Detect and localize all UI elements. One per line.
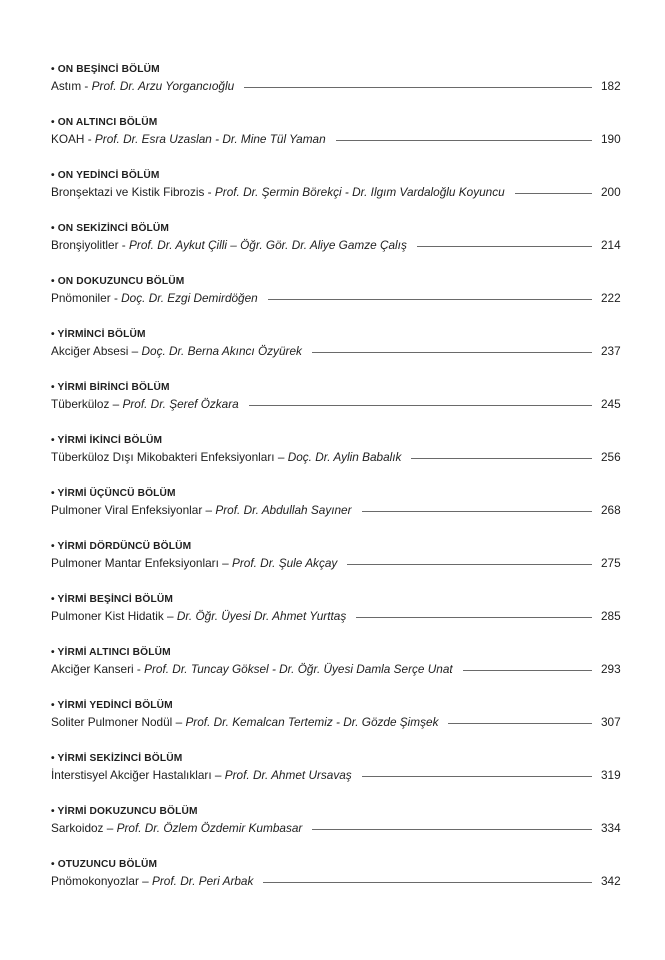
leader-line	[244, 87, 592, 88]
chapter-label: • YİRMİ DOKUZUNCU BÖLÜM	[51, 806, 198, 817]
chapter-title: Pulmoner Viral Enfeksiyonlar	[51, 503, 203, 517]
toc-entry[interactable]	[51, 646, 623, 699]
chapter-title: Pulmoner Mantar Enfeksiyonları	[51, 556, 219, 570]
page-number: 275	[601, 556, 621, 570]
leader-line	[411, 458, 592, 459]
chapter-title-line	[51, 821, 302, 836]
leader-line	[362, 776, 592, 777]
leader-line	[249, 405, 592, 406]
toc-line	[51, 821, 623, 836]
chapter-label: • YİRMİ BİRİNCİ BÖLÜM	[51, 382, 170, 393]
leader-line	[336, 140, 592, 141]
title-separator: -	[84, 132, 95, 146]
toc-line	[51, 238, 623, 253]
title-separator: –	[128, 344, 142, 358]
toc-line	[51, 185, 623, 200]
title-separator: –	[211, 768, 225, 782]
toc-line	[51, 768, 623, 783]
title-separator: –	[138, 874, 152, 888]
page-number: 245	[601, 397, 621, 411]
chapter-title-line	[51, 291, 258, 306]
toc-line	[51, 397, 623, 412]
chapter-author: Doç. Dr. Aylin Babalık	[287, 450, 402, 464]
chapter-author: Prof. Dr. Aykut Çilli – Öğr. Gör. Dr. Aliye Gamze Çalış	[129, 238, 407, 252]
chapter-label: • OTUZUNCU BÖLÜM	[51, 859, 158, 870]
toc-entry[interactable]	[51, 487, 623, 540]
title-separator: –	[202, 503, 216, 517]
toc-entry[interactable]	[51, 752, 623, 805]
chapter-title-line	[51, 503, 352, 518]
chapter-label: • YİRMİ ÜÇÜNCÜ BÖLÜM	[51, 488, 176, 499]
chapter-title-line	[51, 768, 352, 783]
chapter-title-line	[51, 79, 234, 94]
chapter-author: Prof. Dr. Peri Arbak	[152, 874, 254, 888]
chapter-title-line	[51, 185, 505, 200]
toc-entry[interactable]	[51, 275, 623, 328]
toc-line	[51, 79, 623, 94]
page-number: 237	[601, 344, 621, 358]
toc-line	[51, 503, 623, 518]
chapter-label: • YİRMİ İKİNCİ BÖLÜM	[51, 435, 163, 446]
title-separator: –	[103, 821, 117, 835]
page-number: 200	[601, 185, 621, 199]
leader-line	[515, 193, 592, 194]
chapter-title: Astım	[51, 79, 82, 93]
leader-line	[356, 617, 592, 618]
title-separator: -	[110, 291, 122, 305]
toc-line	[51, 874, 623, 889]
chapter-title: Bronşiyolitler	[51, 238, 119, 252]
chapter-title: Bronşektazi ve Kistik Fibrozis	[51, 185, 205, 199]
toc-line	[51, 450, 623, 465]
chapter-label: • YİRMİ YEDİNCİ BÖLÜM	[51, 700, 173, 711]
chapter-author: Prof. Dr. Abdullah Sayıner	[215, 503, 352, 517]
chapter-author: Prof. Dr. Ahmet Ursavaş	[224, 768, 352, 782]
toc-line	[51, 344, 623, 359]
chapter-label: • ON DOKUZUNCU BÖLÜM	[51, 276, 185, 287]
leader-line	[312, 829, 592, 830]
toc-line	[51, 715, 623, 730]
chapter-title-line	[51, 397, 239, 412]
chapter-author: Prof. Dr. Şule Akçay	[231, 556, 338, 570]
toc-entry[interactable]	[51, 805, 623, 858]
toc-entry[interactable]	[51, 593, 623, 646]
title-separator: -	[118, 238, 130, 252]
toc-entry[interactable]	[51, 328, 623, 381]
chapter-title: Tüberküloz Dışı Mikobakteri Enfeksiyonları	[51, 450, 275, 464]
chapter-title-line	[51, 132, 326, 147]
chapter-title: KOAH	[51, 132, 85, 146]
chapter-author: Doç. Dr. Berna Akıncı Özyürek	[141, 344, 302, 358]
leader-line	[347, 564, 592, 565]
chapter-author: Prof. Dr. Tuncay Göksel - Dr. Öğr. Üyesi Damla Serçe Unat	[144, 662, 453, 676]
toc-entry[interactable]	[51, 169, 623, 222]
page-number: 334	[601, 821, 621, 835]
chapter-label: • YİRMİNCİ BÖLÜM	[51, 329, 146, 340]
toc-line	[51, 291, 623, 306]
page-number: 285	[601, 609, 621, 623]
toc-line	[51, 132, 623, 147]
chapter-title-line	[51, 344, 302, 359]
page-number: 182	[601, 79, 621, 93]
chapter-title: Pnömokonyozlar	[51, 874, 139, 888]
chapter-label: • ON YEDİNCİ BÖLÜM	[51, 170, 160, 181]
chapter-title-line	[51, 238, 407, 253]
chapter-title-line	[51, 450, 401, 465]
title-separator: -	[81, 79, 92, 93]
toc-entry[interactable]	[51, 858, 623, 911]
chapter-author: Dr. Öğr. Üyesi Dr. Ahmet Yurttaş	[176, 609, 347, 623]
leader-line	[312, 352, 592, 353]
chapter-title-line	[51, 715, 438, 730]
leader-line	[263, 882, 592, 883]
chapter-title-line	[51, 556, 337, 571]
chapter-label: • ON SEKİZİNCİ BÖLÜM	[51, 223, 170, 234]
chapter-title-line	[51, 874, 253, 889]
chapter-title: Pulmoner Kist Hidatik	[51, 609, 164, 623]
page-number: 214	[601, 238, 621, 252]
title-separator: –	[274, 450, 288, 464]
chapter-title: Akciğer Absesi	[51, 344, 129, 358]
chapter-title: Sarkoidoz	[51, 821, 104, 835]
leader-line	[417, 246, 592, 247]
page-number: 342	[601, 874, 621, 888]
toc-line	[51, 556, 623, 571]
page-number: 268	[601, 503, 621, 517]
chapter-label: • YİRMİ DÖRDÜNCÜ BÖLÜM	[51, 541, 192, 552]
toc-entry[interactable]	[51, 63, 623, 116]
title-separator: –	[109, 397, 123, 411]
chapter-author: Prof. Dr. Kemalcan Tertemiz - Dr. Gözde Şimşek	[185, 715, 439, 729]
chapter-label: • ON BEŞİNCİ BÖLÜM	[51, 64, 160, 75]
chapter-label: • YİRMİ ALTINCI BÖLÜM	[51, 647, 171, 658]
page-number: 190	[601, 132, 621, 146]
page-number: 319	[601, 768, 621, 782]
title-separator: -	[204, 185, 215, 199]
toc-line	[51, 662, 623, 677]
leader-line	[463, 670, 592, 671]
title-separator: –	[172, 715, 186, 729]
chapter-title-line	[51, 662, 453, 677]
leader-line	[448, 723, 592, 724]
title-separator: –	[218, 556, 232, 570]
chapter-label: • YİRMİ BEŞİNCİ BÖLÜM	[51, 594, 173, 605]
chapter-title: İnterstisyel Akciğer Hastalıkları	[51, 768, 212, 782]
chapter-author: Prof. Dr. Şermin Börekçi - Dr. Ilgım Vardaloğlu Koyuncu	[214, 185, 505, 199]
chapter-author: Doç. Dr. Ezgi Demirdöğen	[121, 291, 258, 305]
chapter-title: Soliter Pulmoner Nodül	[51, 715, 173, 729]
chapter-label: • YİRMİ SEKİZİNCİ BÖLÜM	[51, 753, 183, 764]
page-number: 256	[601, 450, 621, 464]
toc-entry[interactable]	[51, 222, 623, 275]
chapter-author: Prof. Dr. Şeref Özkara	[122, 397, 239, 411]
chapter-title: Pnömoniler	[51, 291, 111, 305]
toc-line	[51, 609, 623, 624]
page-number: 293	[601, 662, 621, 676]
toc-entry[interactable]	[51, 434, 623, 487]
chapter-title: Akciğer Kanseri	[51, 662, 134, 676]
toc-entry[interactable]	[51, 381, 623, 434]
title-separator: –	[163, 609, 177, 623]
page-number: 222	[601, 291, 621, 305]
chapter-title-line	[51, 609, 346, 624]
toc-entry[interactable]	[51, 116, 623, 169]
table-of-contents	[51, 63, 623, 911]
leader-line	[268, 299, 592, 300]
leader-line	[362, 511, 592, 512]
toc-entry[interactable]	[51, 699, 623, 752]
chapter-title: Tüberküloz	[51, 397, 110, 411]
toc-entry[interactable]	[51, 540, 623, 593]
page-number: 307	[601, 715, 621, 729]
chapter-author: Prof. Dr. Özlem Özdemir Kumbasar	[116, 821, 303, 835]
chapter-author: Prof. Dr. Arzu Yorgancıoğlu	[91, 79, 235, 93]
chapter-author: Prof. Dr. Esra Uzaslan - Dr. Mine Tül Yaman	[94, 132, 326, 146]
chapter-label: • ON ALTINCI BÖLÜM	[51, 117, 158, 128]
title-separator: -	[133, 662, 145, 676]
